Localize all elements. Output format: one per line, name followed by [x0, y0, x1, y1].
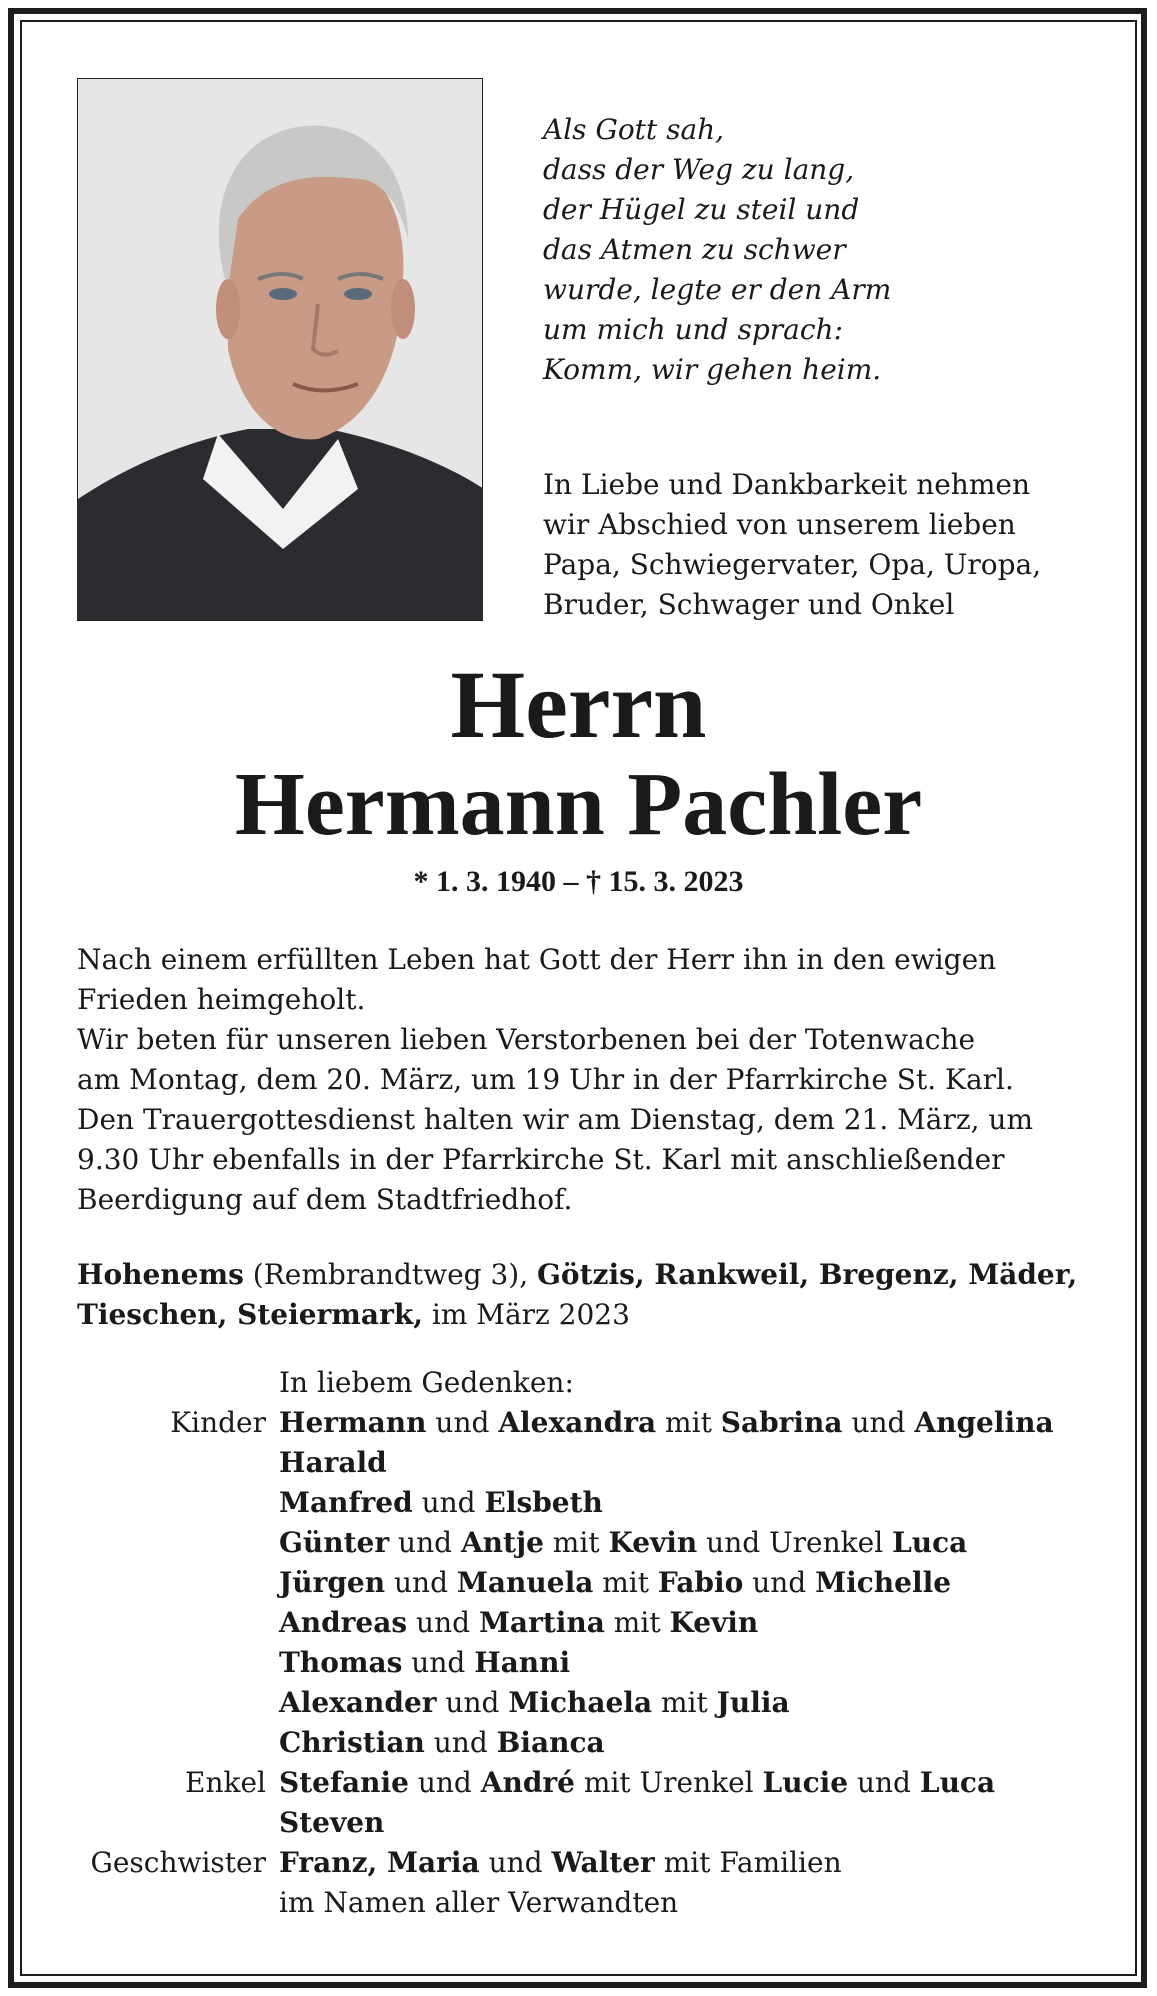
connector-text: und [848, 1766, 920, 1799]
mourner-names [279, 1723, 1107, 1763]
intro-line: Bruder, Schwager und Onkel [543, 588, 955, 621]
life-dates: * 1. 3. 1940 – † 15. 3. 2023 [413, 865, 744, 898]
connector-text: und [402, 1646, 475, 1679]
body-line: 9.30 Uhr ebenfalls in der Pfarrkirche St. Karl mit anschließender [77, 1143, 1005, 1176]
relation-label [77, 1683, 279, 1723]
mourner-name: Michelle [815, 1566, 952, 1599]
mourner-name: Fabio [657, 1566, 744, 1599]
connector-text: mit [604, 1606, 670, 1639]
connector-text: mit [656, 1406, 721, 1439]
relation-label: Kinder [170, 1406, 266, 1439]
intro-line: wir Abschied von unserem lieben [543, 508, 1016, 541]
relation-label [77, 1563, 279, 1603]
mourner-name: Hermann [279, 1406, 427, 1439]
mourner-name: Michaela [508, 1686, 653, 1719]
mourner-name: Alexander [279, 1686, 437, 1719]
mourner-names [279, 1643, 1107, 1683]
intro-text [543, 465, 1103, 625]
connector-text: und [385, 1566, 457, 1599]
mourner-name: Manfred [279, 1486, 413, 1519]
mourner-name: Elsbeth [484, 1486, 603, 1519]
place-bold: Hohenems [77, 1258, 244, 1291]
mourner-name: Andreas [279, 1606, 408, 1639]
mourner-names [279, 1523, 1107, 1563]
mourner-name: Martina [478, 1606, 605, 1639]
mourner-name: Walter [551, 1846, 655, 1879]
place-bold: Götzis, Rankweil, Bregenz, Mäder, [537, 1258, 1078, 1291]
connector-text: und Urenkel [697, 1526, 893, 1559]
relation-label [77, 1483, 279, 1523]
connector-text: mit [593, 1566, 658, 1599]
connector-text: mit [543, 1526, 609, 1559]
announcement-text [77, 940, 1107, 1220]
body-line: Frieden heimgeholt. [77, 983, 366, 1016]
poem-line: dass der Weg zu lang, [543, 153, 855, 186]
connector-text: und [412, 1486, 485, 1519]
deceased-name: Hermann Pachler [234, 755, 923, 854]
mourner-name: Antje [460, 1526, 544, 1559]
relation-label [77, 1803, 279, 1843]
body-line: Beerdigung auf dem Stadtfriedhof. [77, 1183, 573, 1216]
mourner-name: Christian [279, 1726, 425, 1759]
relation-label [77, 1643, 279, 1683]
mourner-names [279, 1443, 1107, 1483]
mourner-names [279, 1803, 1107, 1843]
connector-text: mit Familien [654, 1846, 842, 1879]
mourner-row [77, 1403, 1107, 1443]
mourner-row [77, 1563, 1107, 1603]
mourner-name: Luca [892, 1526, 968, 1559]
mourners-heading-row [77, 1363, 1107, 1403]
place-and-date [77, 1255, 1107, 1335]
mourner-name: Manuela [456, 1566, 594, 1599]
portrait-photo [77, 78, 483, 621]
mourner-names [279, 1843, 1107, 1883]
mourner-row [77, 1603, 1107, 1643]
mourner-name: Stefanie [279, 1766, 409, 1799]
connector-text: und [424, 1726, 497, 1759]
relation-label [77, 1883, 279, 1923]
relation-label [77, 1723, 279, 1763]
relation-label [77, 1523, 279, 1563]
connector-text: im Namen aller Verwandten [279, 1886, 679, 1919]
poem-line: der Hügel zu steil und [543, 193, 860, 226]
mourner-name: Harald [279, 1446, 387, 1479]
connector-text: und [743, 1566, 816, 1599]
poem-line: Als Gott sah, [543, 113, 725, 146]
mourner-names [279, 1603, 1107, 1643]
mourners-heading: In liebem Gedenken: [279, 1366, 574, 1399]
salutation: Herrn [450, 651, 707, 758]
mourner-name: Franz, Maria [279, 1846, 480, 1879]
mourner-row [77, 1723, 1107, 1763]
mourner-row [77, 1523, 1107, 1563]
place-bold: Tieschen, Steiermark, [77, 1298, 423, 1331]
mourner-name: Kevin [608, 1526, 698, 1559]
mourner-name: Kevin [669, 1606, 759, 1639]
mourner-name: Bianca [496, 1726, 605, 1759]
body-line: Nach einem erfüllten Leben hat Gott der Herr ihn in den ewigen [77, 943, 997, 976]
connector-text: und [842, 1406, 915, 1439]
mourner-names [279, 1683, 1107, 1723]
mourner-row [77, 1483, 1107, 1523]
place-normal: (Rembrandtweg 3), [243, 1258, 538, 1291]
mourner-row [77, 1883, 1107, 1923]
mourner-row [77, 1763, 1107, 1803]
poem-line: Komm, wir gehen heim. [543, 353, 882, 386]
connector-text: mit Urenkel [575, 1766, 763, 1799]
body-line: am Montag, dem 20. März, um 19 Uhr in der Pfarrkirche St. Karl. [77, 1063, 1014, 1096]
connector-text: und [407, 1606, 479, 1639]
poem-line: um mich und sprach: [543, 313, 844, 346]
connector-text: und [389, 1526, 461, 1559]
poem [543, 110, 1103, 390]
place-line-2 [77, 1295, 1107, 1335]
poem-line: wurde, legte er den Arm [543, 273, 892, 306]
intro-line: Papa, Schwiegervater, Opa, Uropa, [543, 548, 1042, 581]
body-line: Wir beten für unseren lieben Verstorbenen bei der Totenwache [77, 1023, 976, 1056]
mourner-name: Luca [919, 1766, 996, 1799]
mourner-rows [77, 1403, 1107, 1923]
mourner-names [279, 1563, 1107, 1603]
mourner-row [77, 1843, 1107, 1883]
mourner-name: Steven [279, 1806, 385, 1839]
place-line-1 [77, 1255, 1107, 1295]
connector-text: und [436, 1686, 509, 1719]
relation-label [77, 1443, 279, 1483]
mourner-name: Angelina [914, 1406, 1054, 1439]
place-normal: im März 2023 [422, 1298, 630, 1331]
relation-label [77, 1603, 279, 1643]
connector-text: mit [652, 1686, 717, 1719]
mourner-name: Alexandra [498, 1406, 657, 1439]
mourner-names [279, 1883, 1107, 1923]
mourner-row [77, 1443, 1107, 1483]
mourner-name: Lucie [762, 1766, 849, 1799]
connector-text: und [479, 1846, 552, 1879]
mourner-names [279, 1403, 1107, 1443]
mourner-row [77, 1643, 1107, 1683]
mourner-name: Günter [279, 1526, 390, 1559]
connector-text: und [408, 1766, 481, 1799]
mourner-row [77, 1683, 1107, 1723]
mourner-name: Hanni [474, 1646, 571, 1679]
mourners-list [77, 1363, 1107, 1923]
relation-label: Geschwister [90, 1846, 266, 1879]
poem-line: das Atmen zu schwer [543, 233, 846, 266]
mourner-names [279, 1483, 1107, 1523]
mourner-name: Julia [716, 1686, 790, 1719]
mourner-name: Thomas [279, 1646, 403, 1679]
intro-line: In Liebe und Dankbarkeit nehmen [543, 468, 1030, 501]
mourner-row [77, 1803, 1107, 1843]
mourner-names [279, 1763, 1107, 1803]
body-line: Den Trauergottesdienst halten wir am Dienstag, dem 21. März, um [77, 1103, 1034, 1136]
mourner-name: André [480, 1766, 575, 1799]
connector-text: und [426, 1406, 499, 1439]
mourner-name: Jürgen [279, 1566, 386, 1599]
mourner-name: Sabrina [720, 1406, 843, 1439]
relation-label: Enkel [185, 1766, 266, 1799]
